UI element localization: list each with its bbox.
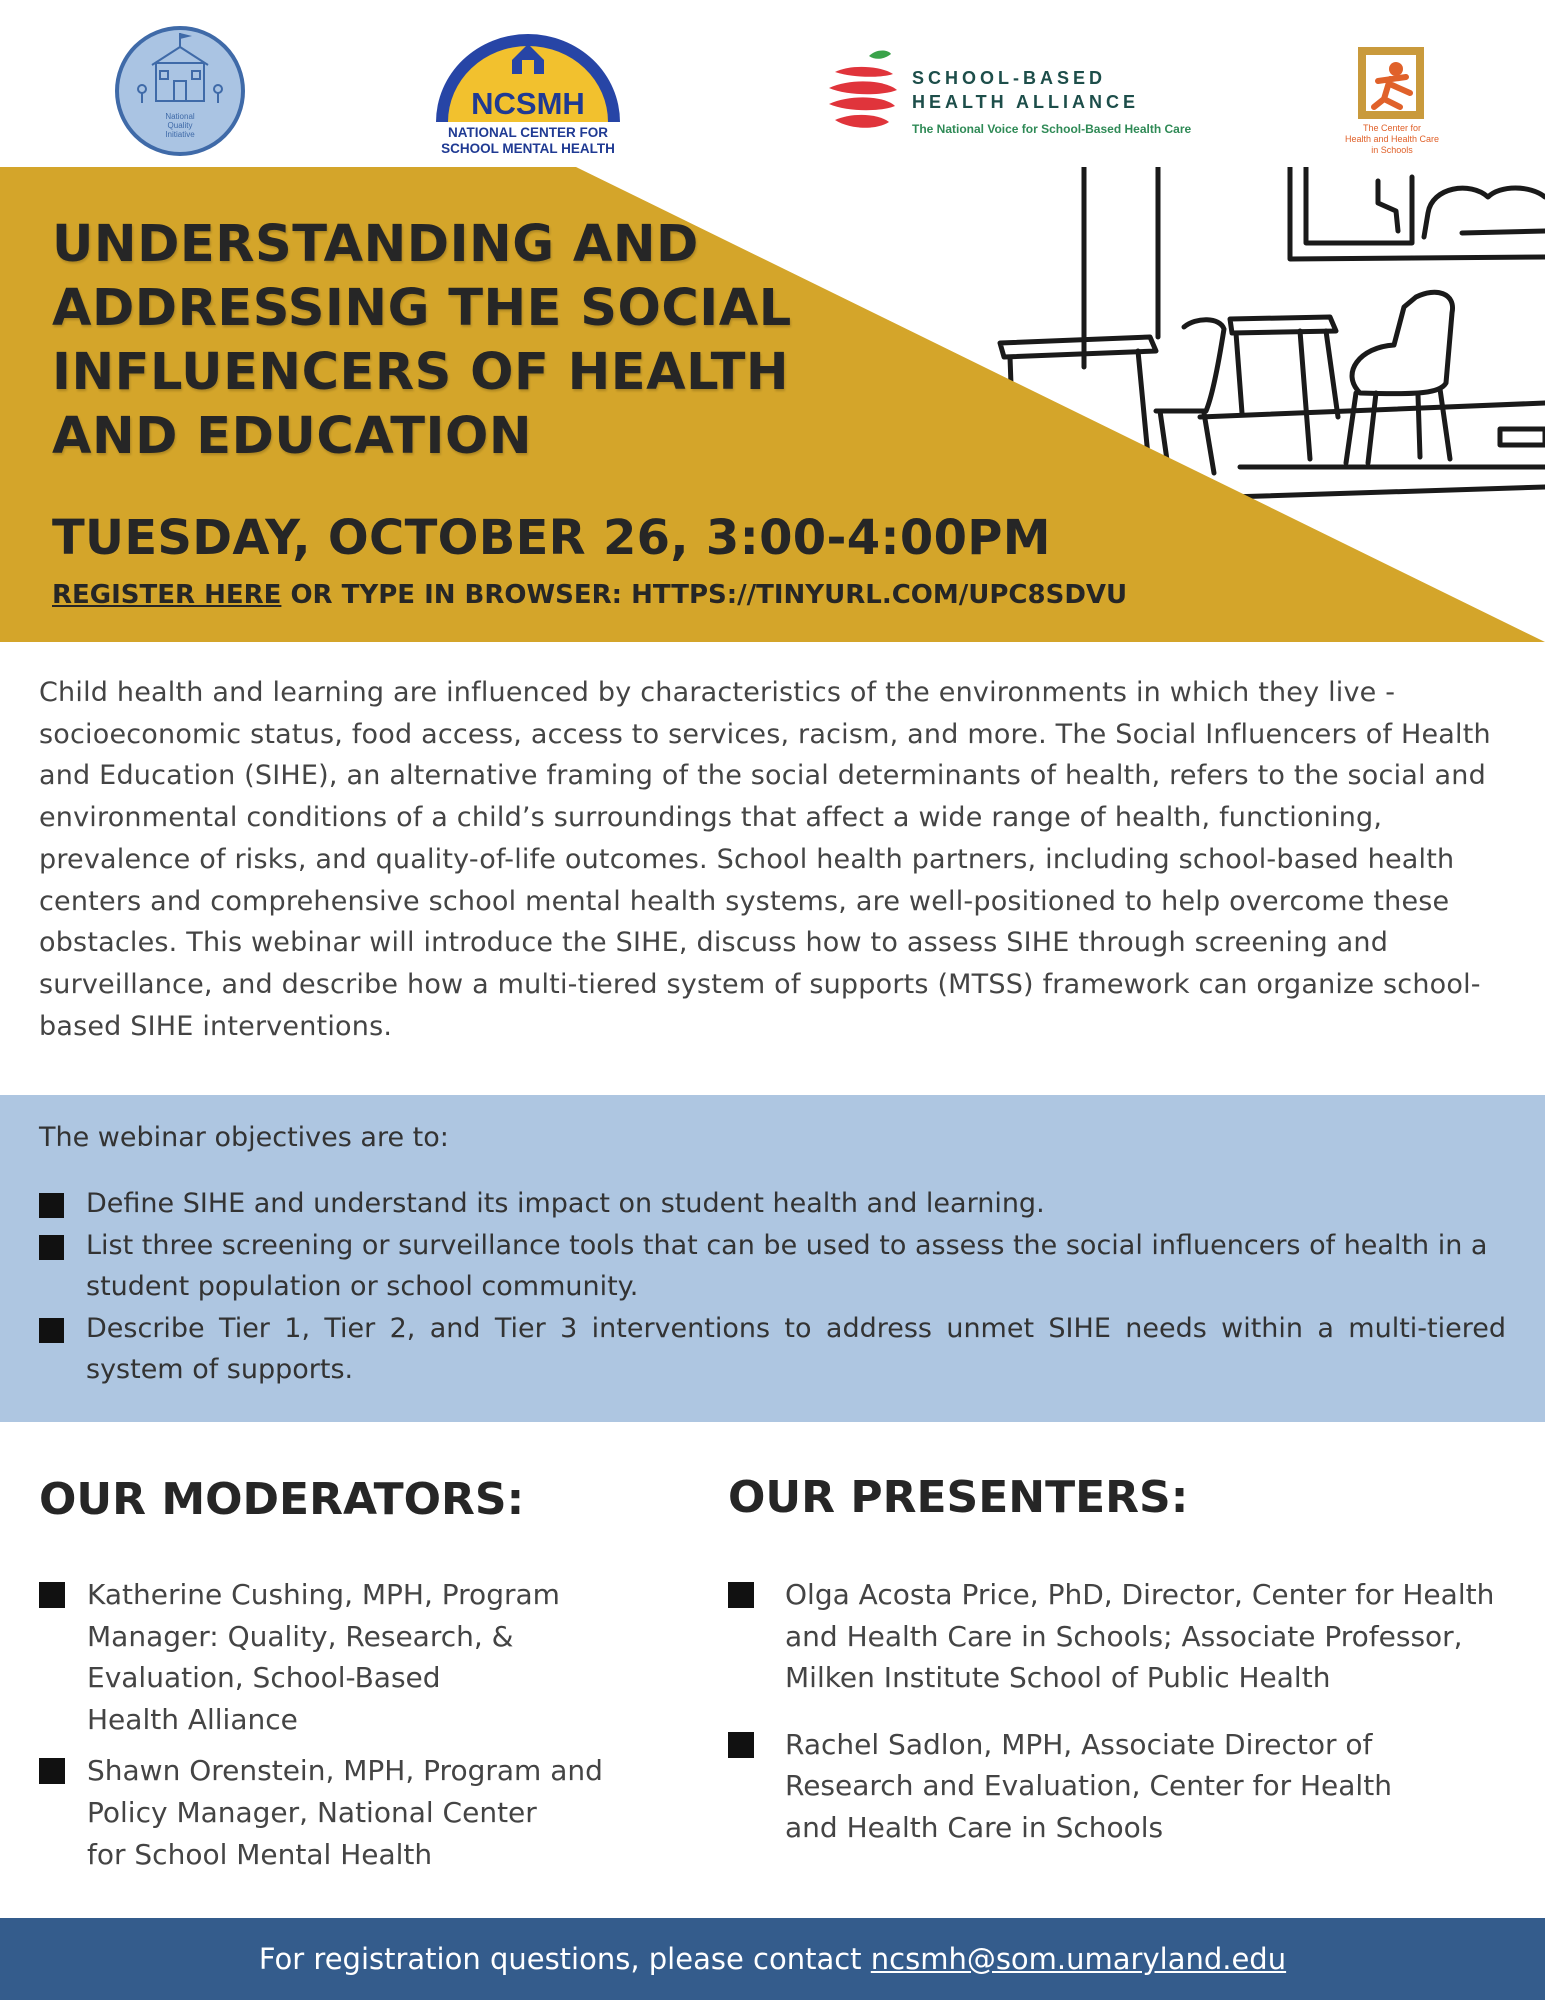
bullet-square-icon (728, 1732, 754, 1758)
event-date: TUESDAY, OCTOBER 26, 3:00-4:00PM (52, 510, 1051, 566)
objectives-intro: The webinar objectives are to: (39, 1122, 449, 1153)
ncsmh-abbr: NCSMH (471, 86, 585, 121)
footer-contact (0, 1918, 1545, 2000)
moderator-item (39, 1574, 679, 1740)
bullet-square-icon (39, 1235, 64, 1260)
moderator-line: Policy Manager, National Center (87, 1795, 537, 1829)
moderator-line: Manager: Quality, Research, & (87, 1619, 514, 1653)
presenter-item (728, 1574, 1518, 1699)
moderators-heading: OUR MODERATORS: (39, 1474, 525, 1525)
bullet-square-icon (39, 1582, 65, 1608)
presenter-line: Milken Institute School of Public Health (785, 1661, 1331, 1695)
moderator-line: Health Alliance (87, 1702, 298, 1736)
nqi-line-3: Initiative (165, 130, 195, 139)
register-url-text: OR TYPE IN BROWSER: HTTPS://TINYURL.COM/UPC8SDVU (281, 580, 1128, 610)
running-child-icon (1322, 45, 1462, 121)
presenter-line: Research and Evaluation, Center for Health (785, 1769, 1392, 1803)
objective-text: Define SIHE and understand its impact on student health and learning. (86, 1188, 1045, 1219)
chhcs-line-1: The Center for (1362, 123, 1422, 133)
footer-bar (0, 1918, 1545, 2000)
event-title (52, 213, 812, 469)
objectives-list (39, 1183, 1506, 1391)
logo-row (0, 0, 1545, 167)
title-line-1: UNDERSTANDING AND (52, 215, 699, 274)
sbha-name-line-1: SCHOOL-BASED (912, 68, 1107, 88)
chhcs-line-2: Health and Health Care (1344, 134, 1440, 144)
chhcs-logo (1322, 45, 1462, 157)
presenter-line: Rachel Sadlon, MPH, Associate Director of (785, 1727, 1373, 1761)
nqi-line-2: Quality (167, 121, 193, 130)
register-line (52, 580, 1127, 610)
ncsmh-logo (432, 30, 624, 160)
apple-icon (823, 46, 903, 142)
nqi-logo (114, 25, 246, 157)
sbha-name-line-2: HEALTH ALLIANCE (912, 92, 1139, 112)
ncsmh-line-2: SCHOOL MENTAL HEALTH (441, 141, 615, 156)
objective-text: List three screening or surveillance tools that can be used to assess the social influencers of health in a student population or school community. (86, 1229, 1488, 1302)
title-line-2: ADDRESSING THE SOCIAL (52, 279, 792, 338)
moderator-line: Shawn Orenstein, MPH, Program and (87, 1754, 603, 1788)
title-line-3: INFLUENCERS OF HEALTH (52, 343, 790, 402)
intro-paragraph: Child health and learning are influenced by characteristics of the environments in which they live - socioeconomic status, food access, access to services, racism, and more. The Social Influencers of Health and Education (SIHE), an alternative framing of the social determinants of health, refers to the social and environmental conditions of a child’s surroundings that affect a wide range of health, functioning, prevalence of risks, and quality-of-life outcomes. School health partners, including school-based health centers and comprehensive school mental health systems, are well-positioned to help overcome these obstacles. This webinar will introduce the SIHE, discuss how to assess SIHE through screening and surveillance, and describe how a multi-tiered system of supports (MTSS) framework can organize school-based SIHE interventions. (39, 677, 1491, 1042)
ncsmh-line-1: NATIONAL CENTER FOR (448, 125, 608, 140)
presenter-line: Olga Acosta Price, PhD, Director, Center for Health (785, 1578, 1495, 1611)
footer-text: For registration questions, please contact (258, 1942, 871, 1976)
bullet-square-icon (39, 1758, 65, 1784)
objective-item (39, 1225, 1506, 1308)
sbha-tagline: The National Voice for School-Based Health Care (912, 122, 1192, 136)
chhcs-line-3: in Schools (1371, 145, 1413, 155)
presenter-line: and Health Care in Schools (785, 1810, 1164, 1844)
bullet-square-icon (39, 1193, 64, 1218)
title-line-4: AND EDUCATION (52, 407, 533, 466)
bullet-square-icon (728, 1582, 754, 1608)
moderator-line: for School Mental Health (87, 1837, 433, 1871)
moderators-list (39, 1574, 679, 1875)
objective-text: Describe Tier 1, Tier 2, and Tier 3 interventions to address unmet SIHE needs within a multi-tiered system of supports. (86, 1312, 1506, 1385)
register-here-link[interactable]: REGISTER HERE (52, 580, 282, 610)
presenters-list (728, 1574, 1518, 1849)
objective-item (39, 1183, 1506, 1225)
contact-email-link[interactable]: ncsmh@som.umaryland.edu (870, 1942, 1287, 1976)
hero-banner (0, 167, 1545, 642)
moderator-item (39, 1750, 679, 1875)
objectives-panel (0, 1095, 1545, 1422)
presenter-line: and Health Care in Schools; Associate Professor, (785, 1619, 1463, 1653)
moderator-line: Evaluation, School-Based (87, 1661, 441, 1695)
bullet-square-icon (39, 1318, 64, 1343)
nqi-seal-icon (114, 25, 246, 157)
presenters-heading: OUR PRESENTERS: (728, 1472, 1189, 1523)
sbha-logo (823, 46, 1192, 146)
presenter-item (728, 1724, 1518, 1849)
nqi-line-1: National (165, 112, 195, 121)
objective-item (39, 1308, 1506, 1391)
moderator-line: Katherine Cushing, MPH, Program (87, 1578, 560, 1611)
ncsmh-schoolhouse-icon (432, 30, 624, 125)
